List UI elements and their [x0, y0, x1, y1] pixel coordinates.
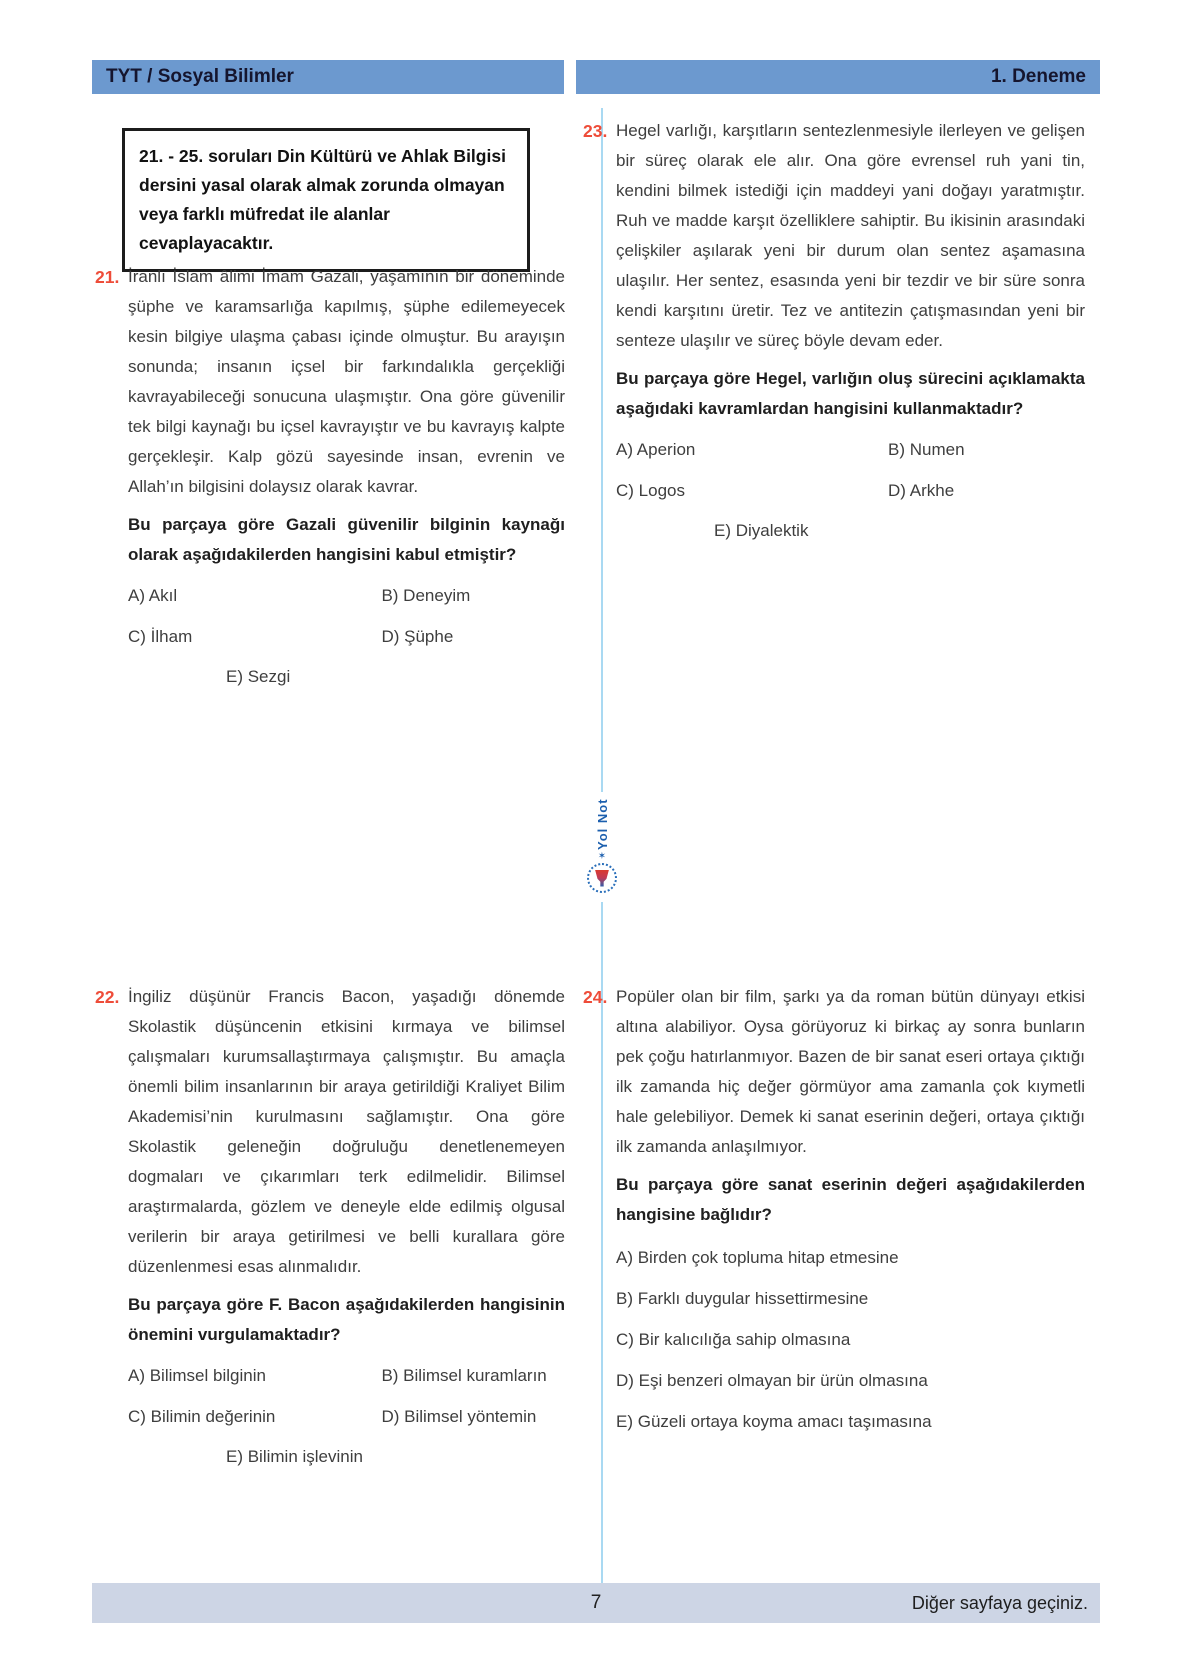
option-c: C) Bilimin değerinin — [128, 1407, 276, 1426]
question-number: 22. — [95, 987, 120, 1007]
question-body: Hegel varlığı, karşıtların sentezlenmesiyle ilerleyen ve gelişen bir süreç olarak ele alır. Ona göre evrensel ruh yani tin, kendini bilmek istediği için maddeyi yani doğayı yaratmıştır. Ruh ve madde karşıt özelliklere sahiptir. Bu ikisinin arasındaki çelişkiler aşılarak yeni bir durum olan sentez aşamasına ulaşılır. Her sentez, esasında yeni bir tezdir ve bir süre sonra kendi karşıtını üretir. Tez ve antitezin çatışmasından yeni bir senteze ulaşılır ve süreç böyle devam eder. — [616, 121, 1085, 350]
question-number: 21. — [95, 267, 120, 287]
question-body: İranlı İslam âlimi İmam Gazali, yaşamının bir döneminde şüphe ve karamsarlığa kapılmış, şüphe edilemeyecek kesin bilgiye ulaşma çabası içinde olmuştur. Bu arayışın sonunda; insanın içsel bir farkındalıkla gerçekliği kavrayabileceği sonucuna ulaşmıştır. Ona göre güvenilir tek bilgi kaynağı bu içsel kavrayıştır ve bu kavrayış kalpte gerçekleşir. Kalp gözü sayesinde insan, evrenin ve Allah’ın bilgisini dolaysız olarak kavrar. — [128, 267, 565, 496]
exam-name: 1. Deneme — [990, 66, 1086, 87]
publisher-watermark — [586, 794, 618, 898]
instruction-text: 21. - 25. soruları Din Kültürü ve Ahlak Bilgisi dersini yasal olarak almak zorunda olmayan veya farklı müfredat ile alanlar cevaplayacaktır. — [139, 146, 506, 253]
option-c: C) Bir kalıcılığa sahip olmasına — [616, 1330, 851, 1349]
option-a: A) Akıl — [128, 586, 178, 605]
instruction-box — [122, 128, 530, 272]
options-list — [616, 1245, 1085, 1435]
question-21 — [95, 262, 565, 690]
question-stem: Bu parçaya göre Gazali güvenilir bilginin kaynağı olarak aşağıdakilerden hangisini kabul etmiştir? — [128, 515, 565, 564]
question-content — [616, 982, 1085, 1435]
question-stem: Bu parçaya göre sanat eserinin değeri aşağıdakilerden hangisine bağlıdır? — [616, 1175, 1085, 1224]
question-content — [128, 262, 565, 690]
question-stem: Bu parçaya göre F. Bacon aşağıdakilerden hangisinin önemini vurgulamaktadır? — [128, 1295, 565, 1344]
question-content — [128, 982, 565, 1470]
question-23 — [583, 116, 1085, 544]
question-number: 24. — [583, 987, 608, 1007]
option-d: D) Bilimsel yöntemin — [381, 1407, 537, 1426]
option-d: D) Şüphe — [381, 627, 454, 646]
question-content — [616, 116, 1085, 544]
question-22 — [95, 982, 565, 1470]
publisher-emblem-icon — [587, 863, 617, 893]
turn-page-note: Diğer sayfaya geçiniz. — [911, 1593, 1088, 1613]
option-a: A) Bilimsel bilginin — [128, 1366, 266, 1385]
exam-section-title: TYT / Sosyal Bilimler — [106, 66, 294, 87]
emblem-cup-shape — [595, 870, 609, 887]
option-b: B) Deneyim — [381, 586, 471, 605]
question-number: 23. — [583, 121, 608, 141]
emblem-star-icon: ✶ — [597, 851, 607, 862]
options-grid — [128, 583, 565, 650]
footer-bar — [92, 1583, 1100, 1623]
option-d: D) Eşi benzeri olmayan bir ürün olmasına — [616, 1371, 928, 1390]
option-b: B) Bilimsel kuramların — [381, 1366, 547, 1385]
option-d: D) Arkhe — [888, 481, 955, 500]
option-b: B) Farklı duygular hissettirmesine — [616, 1289, 869, 1308]
options-grid — [128, 1363, 565, 1430]
header-left-bar — [92, 60, 564, 94]
header-right-bar — [576, 60, 1100, 94]
option-a: A) Birden çok topluma hitap etmesine — [616, 1248, 899, 1267]
option-e: E) Güzeli ortaya koyma amacı taşımasına — [616, 1412, 932, 1431]
question-body: Popüler olan bir film, şarkı ya da roman bütün dünyayı etkisi altına alabiliyor. Oysa görüyoruz ki birkaç ay sonra bunların pek çoğu hatırlanmıyor. Bazen de bir sanat eseri ortaya çıktığı ilk zamanda hiç değer görmüyor ama zamanla çok kıymetli hale gelebiliyor. Demek ki sanat eserinin değeri, ortaya çıktığı ilk zamanda anlaşılmıyor. — [616, 987, 1085, 1156]
option-c: C) İlham — [128, 627, 193, 646]
option-e: E) Bilimin işlevinin — [226, 1447, 363, 1466]
question-stem: Bu parçaya göre Hegel, varlığın oluş sürecini açıklamakta aşağıdaki kavramlardan hangisini kullanmaktadır? — [616, 369, 1085, 418]
option-c: C) Logos — [616, 481, 685, 500]
question-24 — [583, 982, 1085, 1435]
option-e: E) Sezgi — [226, 667, 291, 686]
question-body: İngiliz düşünür Francis Bacon, yaşadığı dönemde Skolastik düşüncenin etkisini kırmaya ve bilimsel çalışmaları kurumsallaştırmaya çalışmıştır. Bu amaçla önemli bilim insanlarının bir araya getirildiği Kraliyet Bilim Akademisi’nin kurulmasını sağlamıştır. Ona göre Skolastik geleneğin doğruluğu denetlenemeyen dogmaları ve çıkarımları terk edilmelidir. Bilimsel araştırmalarda, gözlem ve deneyle elde edilmiş olgusal verilerin bir araya getirilmesi ve belli kurallara göre düzenlenmesi esas alınmalıdır. — [128, 987, 565, 1276]
option-a: A) Aperion — [616, 440, 696, 459]
page-number: 7 — [590, 1592, 602, 1613]
option-e: E) Diyalektik — [714, 521, 809, 540]
option-b: B) Numen — [888, 440, 965, 459]
publisher-brand-text: Yol Not — [594, 798, 610, 850]
options-grid — [616, 437, 1085, 504]
